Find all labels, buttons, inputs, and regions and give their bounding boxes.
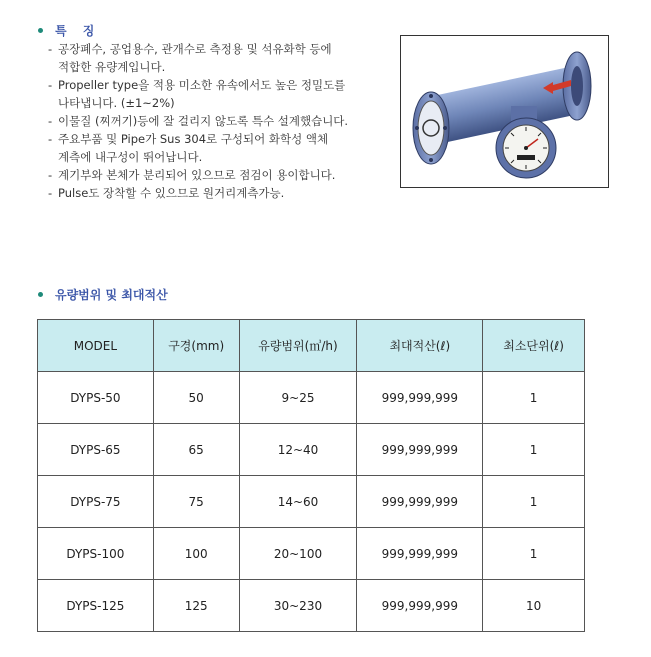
features-heading-text: 특 징: [55, 24, 101, 38]
table-row: [38, 528, 585, 580]
cell-flow-range: 30~230: [239, 580, 357, 632]
table-row: [38, 580, 585, 632]
features-list: [48, 40, 378, 202]
feature-item: - 공장폐수, 공업용수, 관개수로 측정용 및 석유화학 등에 적합한 유량계입니다.: [48, 42, 332, 74]
cell-model: DYPS-100: [38, 528, 154, 580]
features-heading: [38, 22, 100, 39]
cell-min-unit: 1: [483, 372, 585, 424]
table-header-row: [38, 320, 585, 372]
cell-model: DYPS-125: [38, 580, 154, 632]
cell-diameter: 65: [153, 424, 239, 476]
cell-model: DYPS-75: [38, 476, 154, 528]
feature-text: Propeller type을 적용 미소한 유속에서도 높은 정밀도를 나타냅니다. (±1~2%): [58, 78, 346, 110]
cell-model: DYPS-65: [38, 424, 154, 476]
feature-item: - Propeller type을 적용 미소한 유속에서도 높은 정밀도를 나타냅니다. (±1~2%): [48, 78, 346, 110]
feature-item: - 주요부품 및 Pipe가 Sus 304로 구성되어 화학성 액체 계측에 내구성이 뛰어납니다.: [48, 132, 329, 164]
range-heading-text: 유량범위 및 최대적산: [55, 288, 168, 302]
product-photo: [400, 35, 609, 188]
cell-diameter: 50: [153, 372, 239, 424]
cell-min-unit: 1: [483, 476, 585, 528]
table-row: [38, 424, 585, 476]
column-header-diameter: 구경(mm): [153, 320, 239, 372]
cell-flow-range: 12~40: [239, 424, 357, 476]
cell-flow-range: 14~60: [239, 476, 357, 528]
range-heading: [38, 286, 168, 303]
feature-text: Pulse도 장착할 수 있으므로 원거리계측가능.: [58, 186, 285, 200]
column-header-min-unit: 최소단위(ℓ): [483, 320, 585, 372]
column-header-flow-range: 유량범위(㎥/h): [239, 320, 357, 372]
feature-item: - Pulse도 장착할 수 있으므로 원거리계측가능.: [48, 186, 285, 200]
feature-item: - 이물질 (찌꺼기)등에 잘 걸리지 않도록 특수 설계했습니다.: [48, 114, 349, 128]
cell-diameter: 100: [153, 528, 239, 580]
table-row: [38, 372, 585, 424]
bullet-icon: [38, 28, 43, 33]
flow-range-table: [37, 319, 585, 632]
feature-text: 이물질 (찌꺼기)등에 잘 걸리지 않도록 특수 설계했습니다.: [58, 114, 349, 128]
cell-diameter: 125: [153, 580, 239, 632]
cell-max-total: 999,999,999: [357, 372, 483, 424]
cell-model: DYPS-50: [38, 372, 154, 424]
cell-max-total: 999,999,999: [357, 424, 483, 476]
cell-max-total: 999,999,999: [357, 580, 483, 632]
column-header-max-total: 최대적산(ℓ): [357, 320, 483, 372]
feature-text: 공장폐수, 공업용수, 관개수로 측정용 및 석유화학 등에 적합한 유량계입니다.: [58, 42, 332, 74]
cell-max-total: 999,999,999: [357, 476, 483, 528]
table-row: [38, 476, 585, 528]
flowmeter-illustration: [401, 36, 608, 187]
cell-min-unit: 10: [483, 580, 585, 632]
cell-flow-range: 20~100: [239, 528, 357, 580]
feature-text: 계기부와 본체가 분리되어 있으므로 점검이 용이합니다.: [58, 168, 336, 182]
cell-min-unit: 1: [483, 424, 585, 476]
cell-max-total: 999,999,999: [357, 528, 483, 580]
feature-text: 주요부품 및 Pipe가 Sus 304로 구성되어 화학성 액체 계측에 내구성이 뛰어납니다.: [58, 132, 329, 164]
cell-diameter: 75: [153, 476, 239, 528]
bullet-icon: [38, 292, 43, 297]
cell-min-unit: 1: [483, 528, 585, 580]
cell-flow-range: 9~25: [239, 372, 357, 424]
column-header-model: MODEL: [38, 320, 154, 372]
feature-item: - 계기부와 본체가 분리되어 있으므로 점검이 용이합니다.: [48, 168, 336, 182]
